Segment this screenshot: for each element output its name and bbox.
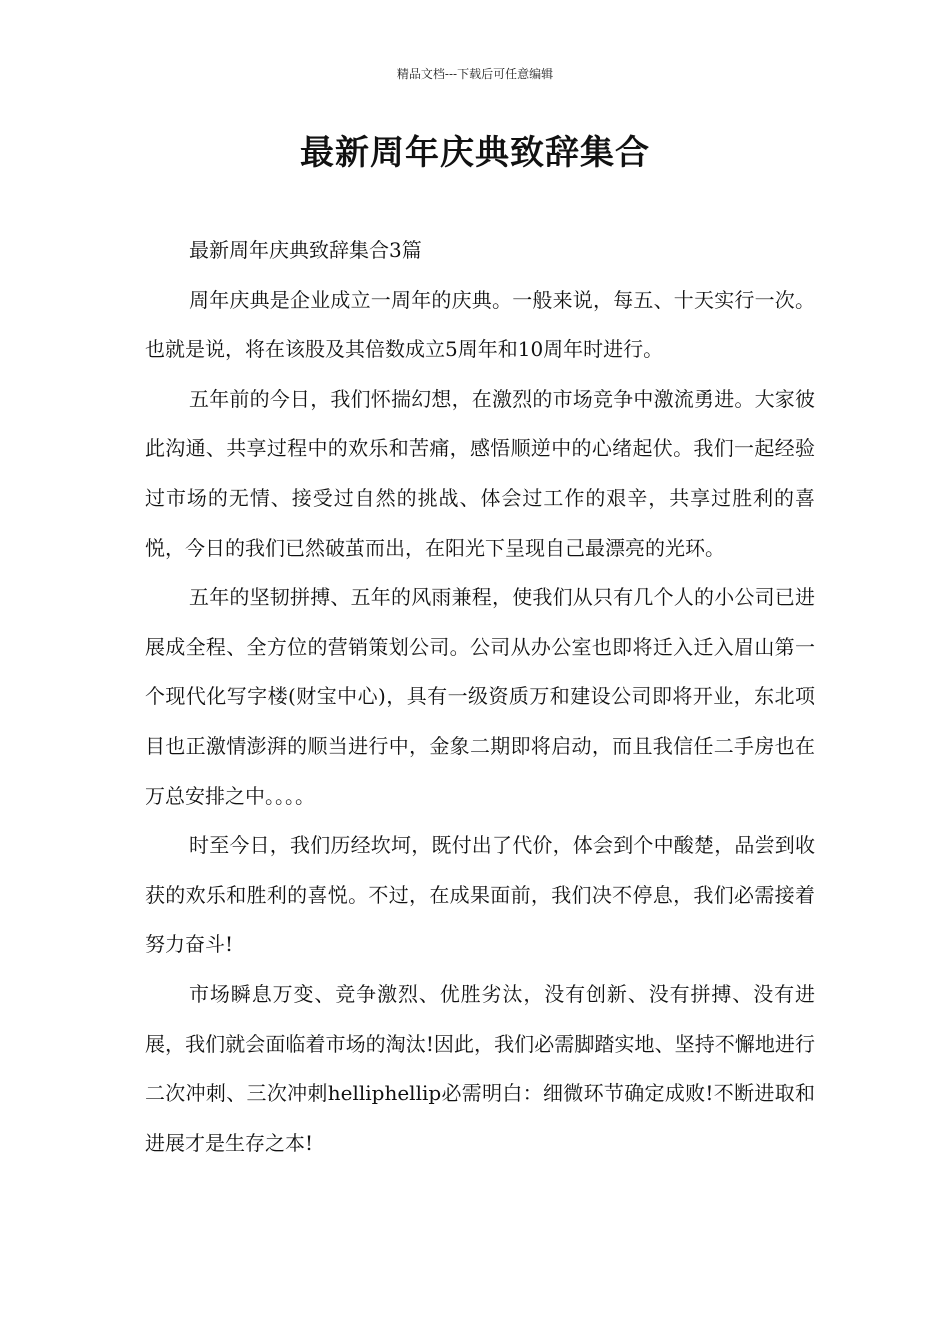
header-note: 精品文档---下载后可任意编辑 — [396, 67, 554, 81]
paragraph: 时至今日，我们历经坎坷，既付出了代价，体会到个中酸楚，品尝到收获的欢乐和胜利的喜悦。不过，在成果面前，我们决不停息，我们必需接着努力奋斗! — [145, 833, 815, 957]
paragraph-subtitle: 最新周年庆典致辞集合3篇 — [189, 238, 422, 262]
paragraph: 五年前的今日，我们怀揣幻想，在激烈的市场竞争中激流勇进。大家彼此沟通、共享过程中的欢乐和苦痛，感悟顺逆中的心绪起伏。我们一起经验过市场的无情、接受过自然的挑战、体会过工作的艰辛，共享过胜利的喜悦，今日的我们已然破茧而出，在阳光下呈现自己最漂亮的光环。 — [145, 386, 815, 560]
document-title: 最新周年庆典致辞集合 — [300, 133, 650, 173]
paragraph: 五年的坚韧拼搏、五年的风雨兼程，使我们从只有几个人的小公司已进展成全程、全方位的营销策划公司。公司从办公室也即将迁入迁入眉山第一个现代化写字楼(财宝中心)，具有一级资质万和建设公司即将开业，东北项目也正激情澎湃的顺当进行中，金象二期即将启动，而且我信任二手房也在万总安排之中。。。。 — [145, 585, 815, 808]
document-body — [145, 226, 815, 1168]
paragraph: 市场瞬息万变、竞争激烈、优胜劣汰，没有创新、没有拼搏、没有进展，我们就会面临着市场的淘汰!因此，我们必需脚踏实地、坚持不懈地进行二次冲刺、三次冲刺helliphellip必需明白：细微环节确定成败!不断进取和进展才是生存之本! — [145, 981, 815, 1155]
paragraph: 周年庆典是企业成立一周年的庆典。一般来说，每五、十天实行一次。也就是说，将在该股及其倍数成立5周年和10周年时进行。 — [145, 287, 815, 362]
